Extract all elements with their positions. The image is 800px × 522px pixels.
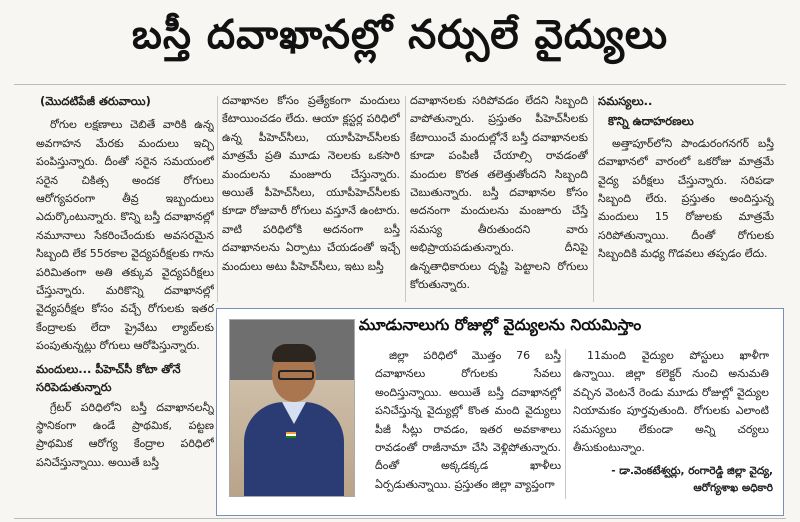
col1-subhead: మందులు... పీహెచ్‌సీ కోటా తోనే సరిపెడుతున్నారు xyxy=(36,361,181,395)
col1-para-2: గ్రేటర్ పరిధిలోని బస్తీ దవాఖానలన్నీ స్థానికంగా ఉండే ప్రాథమిక, పట్టణ ప్రాథమిక ఆరోగ్య కేంద్రాల పరిధిలో పనిచేస్తున్నాయి. అయితే బస్తీ xyxy=(36,400,214,469)
quote-column-2 xyxy=(573,347,769,475)
flag-pin-icon xyxy=(286,432,296,438)
col2-para-1: దవాఖానల కోసం ప్రత్యేకంగా మందులు కేటాయించడం లేదు. ఆయా క్లస్టర్ల పరిధిలో ఉన్న పీహెచ్‌సీలు, యూపీహెచ్‌సీలకు మాత్రమే ప్రతి మూడు నెలలకు ఒకసారి మందులను మంజూరు చేస్తున్నారు. అయితే పీహెచ్‌సీలు, యూపీహెచ్‌సీలకు కూడా రోజువారీ రోగులు వస్తూనే ఉంటారు. వాటి పరిధిలోకి అదనంగా బస్తీ దవాఖానలను ఏర్పాటు చేయడంతో ఇచ్చే మందులు అటు పీహెచ్‌సీలు, ఇటు బస్తీ xyxy=(222,94,400,273)
page-headline: బస్తీ దవాఖానల్లో నర్సులే వైద్యులు xyxy=(131,12,669,58)
official-quote-box xyxy=(216,308,784,516)
col4-para-1: అత్తాపూర్‌లోని పాండురంగనగర్ బస్తీ దవాఖానలో వారంలో ఒకరోజు మాత్రమే వైద్య పరీక్షలు చేస్తున్నారు. సరిపడా సిబ్బంది లేరు. ప్రస్తుతం అందిస్తున్న మందులు 15 రోజులకు మాత్రమే సరిపోతున్నాయి. దీంతో రోగులకు సిబ్బందికి మధ్య గొడవలు తప్పడం లేదు. xyxy=(598,136,774,261)
column-divider xyxy=(593,96,594,302)
bottom-rule xyxy=(14,518,786,519)
col1-para-1: రోగుల లక్షణాలు చెబితే వారికి ఉన్న అవగాహన మేరకు మందులు ఇచ్చి పంపిస్తున్నారు. దీంతో సరైన సమయంలో సరైన చికిత్స అందక రోగులు ఆరోగ్యపరంగా తీవ్ర ఇబ్బందులు ఎదుర్కొంటున్నారు. కొన్ని బస్తీ దవాఖానల్లో నమూనాలు సేకరించేందుకు అవసరమైన సిబ్బంది లేక 55రకాల వైద్యపరీక్షలకు గాను పరిమితంగా అతి తక్కువ వైద్యపరీక్షలు చేస్తున్నారు. మరికొన్ని దవాఖానల్లో వైద్యపరీక్షల కోసం వచ్చే రోగులకు ఇతర కేంద్రాలకు లేదా ప్రైవేటు ల్యాబ్‌లకు పంపుతున్నట్లు రోగులు ఆరోపిస్తున్నారు. xyxy=(36,118,214,353)
official-portrait xyxy=(229,319,355,497)
col3-para-1: దవాఖానలకు సరిపోవడం లేదని సిబ్బంది వాపోతున్నారు. ప్రస్తుతం పీహెచ్‌సీలకు కేటాయించే మందుల్లోనే బస్తీ దవాఖానలకు కూడా పంపిణీ చేయాల్సి రావడంతో మందుల కొరత తలెత్తుతోందని సిబ్బంది చెబుతున్నారు. బస్తీ దవాఖానల కోసం అదనంగా మందులను మంజూరు చేస్తే సమస్య తీరుతుందని వారు అభిప్రాయపడుతున్నారు. దీనిపై ఉన్నతాధికారులు దృష్టి పెట్టాలని రోగులు కోరుతున్నారు. xyxy=(410,94,588,292)
headline-rule xyxy=(14,84,786,85)
column-divider xyxy=(405,96,406,302)
quote-signature: - డా.వెంకటేశ్వర్లు, రంగారెడ్డి జిల్లా వైద్య, ఆరోగ్యశాఖ అధికారి xyxy=(611,465,773,494)
article-column-1 xyxy=(36,92,214,517)
continuation-tag: (మొదటిపేజీ తరువాయి) xyxy=(40,94,151,108)
col4-subhead: కొన్ని ఉదాహరణలు xyxy=(608,114,694,129)
column-divider xyxy=(217,96,218,302)
quote-para-2: 11మంది వైద్యుల పోస్టులు ఖాళీగా ఉన్నాయి. జిల్లా కలెక్టర్ నుంచి అనుమతి వచ్చిన వెంటనే రెండు మూడు రోజుల్లో వైద్యుల నియామకం పూర్తవుతుంది. రోగులకు ఎలాంటి సమస్యలు లేకుండా అన్ని చర్యలు తీసుకుంటున్నాం. xyxy=(573,349,769,455)
quote-para-1: జిల్లా పరిధిలో మొత్తం 76 బస్తీ దవాఖానలు రోగులకు సేవలు అందిస్తున్నాయి. అయితే బస్తీ దవాఖానల్లో పనిచేస్తున్న వైద్యుల్లో కొంత మంది వైద్యులు పీజీ సీట్లు రావడం, ఇతర అవకాశాలు రావడంతో రాజీనామా చేసి వెళ్లిపోతున్నారు. దీంతో అక్కడక్కడ ఖాళీలు ఏర్పడుతున్నాయి. ప్రస్తుతం జిల్లా వ్యాప్తంగా xyxy=(375,349,561,491)
article-column-2 xyxy=(222,92,400,304)
article-column-4 xyxy=(598,92,774,304)
article-column-3 xyxy=(410,92,588,304)
quote-column-1 xyxy=(375,347,561,507)
quote-box-headline: మూడునాలుగు రోజుల్లో వైద్యులను నియమిస్తాం xyxy=(358,316,642,334)
col4-top: సమస్యలు.. xyxy=(598,94,653,108)
quote-column-divider xyxy=(565,349,566,499)
